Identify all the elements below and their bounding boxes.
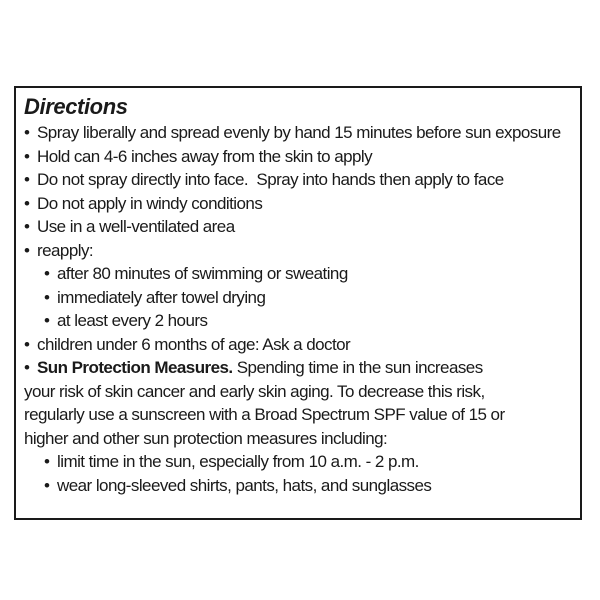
bullet: • xyxy=(24,334,30,354)
bullet: • xyxy=(44,311,50,330)
reapply-text: at least every 2 hours xyxy=(57,311,208,330)
bullet: • xyxy=(24,170,30,189)
bullet: • xyxy=(24,240,30,260)
bullet: • xyxy=(24,193,30,213)
sun-protection-text: your risk of skin cancer and early skin aging. To decrease this risk, xyxy=(24,381,485,401)
sun-protection-title: Sun Protection Measures. xyxy=(37,358,233,377)
bullet: • xyxy=(44,264,50,283)
bullet: • xyxy=(24,123,30,142)
bullet: • xyxy=(44,287,50,307)
bullet: • xyxy=(44,475,50,495)
direction-item xyxy=(24,215,572,239)
direction-item xyxy=(24,333,572,357)
sun-protection-text: higher and other sun protection measures including: xyxy=(24,428,388,448)
sun-protection-first-line xyxy=(24,356,572,380)
protection-measure-item xyxy=(24,474,572,498)
reapply-item xyxy=(24,262,572,286)
bullet: • xyxy=(24,358,30,377)
direction-text: reapply: xyxy=(37,240,94,260)
direction-text: Hold can 4-6 inches away from the skin to apply xyxy=(37,146,373,166)
sun-protection-text: regularly use a sunscreen with a Broad Spectrum SPF value of 15 or xyxy=(24,405,505,424)
bullet: • xyxy=(24,146,30,166)
direction-text: Use in a well-ventilated area xyxy=(37,217,235,236)
reapply-item xyxy=(24,286,572,310)
bullet: • xyxy=(24,217,30,236)
direction-item xyxy=(24,145,572,169)
sun-protection-text: Spending time in the sun increases xyxy=(232,358,483,377)
protection-measure-text: wear long-sleeved shirts, pants, hats, and sunglasses xyxy=(57,475,432,495)
direction-text: Spray liberally and spread evenly by hand 15 minutes before sun exposure xyxy=(37,123,561,142)
protection-measure-item xyxy=(24,450,572,474)
bullet: • xyxy=(44,452,50,471)
direction-item xyxy=(24,239,572,263)
direction-text: Do not spray directly into face. Spray into hands then apply to face xyxy=(37,170,504,189)
direction-item xyxy=(24,168,572,192)
reapply-item xyxy=(24,309,572,333)
directions-panel xyxy=(14,86,582,520)
reapply-text: immediately after towel drying xyxy=(57,287,266,307)
directions-heading: Directions xyxy=(24,94,128,119)
direction-item xyxy=(24,192,572,216)
reapply-text: after 80 minutes of swimming or sweating xyxy=(57,264,348,283)
sun-protection-paragraph xyxy=(24,356,572,450)
direction-item xyxy=(24,121,572,145)
protection-measure-text: limit time in the sun, especially from 10 a.m. - 2 p.m. xyxy=(57,452,419,471)
direction-text: children under 6 months of age: Ask a doctor xyxy=(37,334,351,354)
direction-text: Do not apply in windy conditions xyxy=(37,193,263,213)
